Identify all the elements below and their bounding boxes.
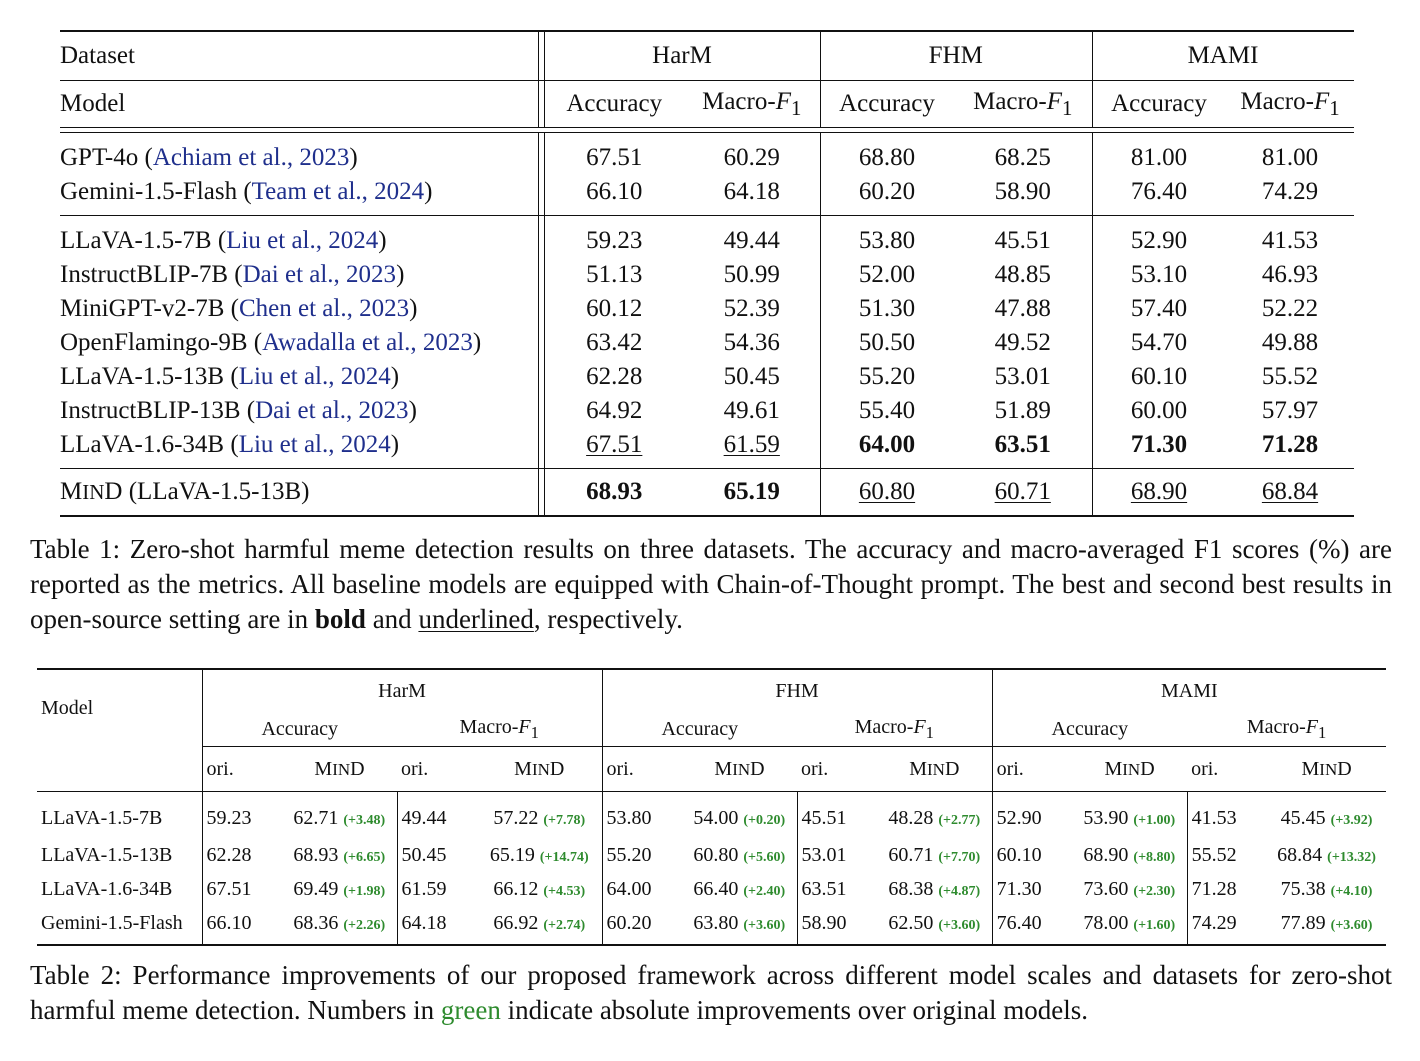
metric-accuracy: Accuracy [820,81,954,128]
metric-macro-f1: Macro-$F_1$ [954,81,1092,128]
model-name: MiniGPT-v2-7B (Chen et al., 2023) [60,295,418,322]
ori-value: 41.53 [1187,792,1267,839]
value-cell: 65.19 [684,469,820,517]
value-cell: 45.51 [954,216,1092,259]
value-cell: 55.40 [858,397,916,424]
col-mind: MIND [714,757,765,780]
table-row [60,428,1354,469]
dataset-harm: HarM [202,669,602,712]
value-cell: 61.59 [723,431,780,458]
mind-value: 62.50 (+3.60) [877,906,992,945]
value-cell: 54.70 [1130,329,1188,356]
ori-value: 60.20 [602,906,682,945]
value-cell: 60.80 [820,469,954,517]
citation-link[interactable]: Liu et al., 2024 [226,227,379,254]
value-cell: 55.52 [1261,363,1319,390]
value-cell: 57.40 [1130,295,1188,322]
mind-value: 68.36 (+2.26) [282,906,397,945]
ori-value: 66.10 [202,906,282,945]
value-cell: 64.00 [858,431,916,458]
value-cell: 68.90 [1092,469,1226,517]
mind-value: 66.92 (+2.74) [477,906,602,945]
model-name: LLaVA-1.5-13B [41,843,173,866]
value-cell: 68.84 [1226,469,1354,517]
ori-value: 71.28 [1187,872,1267,906]
dataset-fhm: FHM [820,31,1092,81]
value-cell: 41.53 [1226,216,1354,259]
model-name: Gemini-1.5-Flash [37,906,202,945]
metric-macro-f1: Macro-$F_1$ [684,81,820,128]
citation-link[interactable]: Achiam et al., 2023 [152,144,350,171]
table1-mind-row-group [60,469,1354,517]
ori-value: 55.20 [602,838,682,872]
value-cell: 51.30 [858,295,916,322]
value-cell: 62.28 [586,363,643,390]
table-row [60,292,1354,326]
citation-link[interactable]: Liu et al., 2024 [238,431,391,458]
table-row [37,906,1386,945]
model-label: Model [60,81,538,128]
value-cell: 50.45 [723,363,780,390]
table2-caption: Table 2: Performance improvements of our proposed framework across different model scales and datasets for zero-shot harmful meme detection. Numbers in green indicate absolute improvements over original models. [30,960,1392,1025]
improvement-badge: (+3.60) [1330,917,1373,933]
model-name: LLaVA-1.6-34B [41,877,173,900]
model-name: OpenFlamingo-9B (Awadalla et al., 2023) [60,329,482,356]
metric-macro-f1: Macro-$F_1$ [397,712,602,747]
table-row [60,258,1354,292]
results-table-1 [60,30,1354,517]
value-cell: 63.42 [586,329,643,356]
table1-open-source-rows [60,216,1354,469]
results-table-2 [37,668,1386,946]
improvement-badge: (+2.30) [1133,883,1176,899]
improvement-badge: (+4.53) [543,883,586,899]
table-row [37,838,1386,872]
metric-accuracy: Accuracy [544,81,684,128]
mind-value: 48.28 (+2.77) [877,792,992,839]
ori-value: 53.01 [797,838,877,872]
metric-accuracy: Accuracy [602,712,797,747]
col-ori: ori. [1191,757,1219,780]
table2-metric-header-row [37,712,1386,747]
mind-value: 60.71 (+7.70) [888,843,981,866]
col-mind: MIND [1301,757,1352,780]
value-cell: 53.10 [1130,261,1188,288]
citation-link[interactable]: Team et al., 2024 [251,178,425,205]
improvement-badge: (+14.74) [539,849,589,865]
value-cell: 67.51 [586,144,643,171]
value-cell: 59.23 [544,216,684,259]
value-cell: 76.40 [1130,178,1188,205]
table1-metric-header-row [60,81,1354,128]
mind-value: 68.38 (+4.87) [888,877,981,900]
value-cell: 60.20 [858,178,916,205]
model-name: InstructBLIP-13B (Dai et al., 2023) [60,397,417,424]
value-cell: 64.92 [586,397,643,424]
improvement-badge: (+6.65) [343,849,386,865]
improvement-badge: (+13.32) [1327,849,1376,865]
table-row [60,394,1354,428]
ori-value: 71.30 [992,872,1072,906]
dataset-mami: MAMI [992,669,1386,712]
table1-dataset-header-row [60,31,1354,81]
col-ori: ori. [202,747,282,792]
metric-accuracy: Accuracy [1092,81,1226,128]
ori-value: 55.52 [1187,838,1267,872]
table1-closed-source-rows [60,133,1354,216]
mind-value: 66.40 (+2.40) [693,877,786,900]
table1-caption: Table 1: Zero-shot harmful meme detection results on three datasets. The accuracy and macro-averaged F1 scores (%) are reported as the metrics. All baseline models are equipped with Chain-of-Thought prompt. The best and second best results in open-source setting are in bold and underlined, respectively. [30,534,1392,634]
mind-value: 68.93 (+6.65) [293,843,386,866]
improvement-badge: (+1.98) [343,883,386,899]
ori-value: 58.90 [797,906,877,945]
dataset-harm: HarM [544,31,820,81]
value-cell: 55.20 [858,363,916,390]
ori-value: 67.51 [202,872,282,906]
value-cell: 68.80 [858,144,916,171]
ori-value: 62.28 [202,838,282,872]
metric-macro-f1: Macro-$F_1$ [797,712,992,747]
improvement-badge: (+3.60) [938,917,981,933]
ori-value: 50.45 [397,838,477,872]
value-cell: 52.00 [858,261,916,288]
metric-macro-f1: Macro-$F_1$ [1226,81,1354,128]
mind-value: 65.19 (+14.74) [489,843,589,866]
model-label: Model [37,669,202,747]
table2-ori-mind-header-row [37,747,1386,792]
model-name: Gemini-1.5-Flash (Team et al., 2024) [60,178,433,205]
improvement-badge: (+8.80) [1133,849,1176,865]
mind-value: 69.49 (+1.98) [293,877,386,900]
table2-dataset-header-row [37,669,1386,712]
mind-value: 77.89 (+3.60) [1267,906,1386,945]
col-mind: MIND [909,757,960,780]
value-cell: 60.71 [954,469,1092,517]
mind-value: 53.90 (+1.00) [1072,792,1187,839]
table-row [60,216,1354,259]
ori-value: 74.29 [1187,906,1267,945]
model-name: LLaVA-1.5-7B [37,792,202,839]
ori-value: 49.44 [397,792,477,839]
mind-value: 60.80 (+5.60) [693,843,786,866]
ori-value: 45.51 [797,792,877,839]
improvement-badge: (+3.60) [743,917,786,933]
ori-value: 76.40 [992,906,1072,945]
value-cell: 60.29 [723,144,780,171]
table2-rows [37,792,1386,946]
improvement-badge: (+7.78) [543,812,586,828]
value-cell: 49.44 [684,216,820,259]
col-ori: ori. [992,747,1072,792]
ori-value: 60.10 [992,838,1072,872]
value-cell: 52.22 [1261,295,1319,322]
mind-value: 57.22 (+7.78) [477,792,602,839]
col-mind: MIND [514,757,565,780]
value-cell: 53.01 [994,363,1051,390]
value-cell: 66.10 [586,178,643,205]
table-row [37,872,1386,906]
citation-link[interactable]: Liu et al., 2024 [238,363,391,390]
model-name: LLaVA-1.5-7B (Liu et al., 2024) [60,216,538,259]
value-cell: 64.18 [723,178,780,205]
value-cell: 60.00 [1130,397,1188,424]
value-cell: 51.89 [994,397,1051,424]
value-cell: 60.10 [1130,363,1188,390]
value-cell: 50.99 [723,261,780,288]
dataset-fhm: FHM [602,669,992,712]
value-cell: 53.80 [820,216,954,259]
ori-value: 64.00 [602,872,682,906]
table-row [60,360,1354,394]
value-cell: 52.90 [1092,216,1226,259]
value-cell: 50.50 [858,329,916,356]
metric-accuracy: Accuracy [202,712,397,747]
dataset-mami: MAMI [1092,31,1354,81]
mind-value: 62.71 (+3.48) [282,792,397,839]
mind-value: 66.12 (+4.53) [493,877,586,900]
model-name-mind: MIND (LLaVA-1.5-13B) [60,469,538,517]
col-ori: ori. [801,757,829,780]
table-row [60,326,1354,360]
table-row [37,792,1386,839]
mind-value: 54.00 (+0.20) [682,792,797,839]
model-name: GPT-4o (Achiam et al., 2023) [60,144,358,171]
value-cell: 71.30 [1130,431,1188,458]
table-row [60,469,1354,517]
improvement-badge: (+7.70) [938,849,981,865]
improvement-badge: (+4.10) [1330,883,1373,899]
metric-accuracy: Accuracy [992,712,1187,747]
improvement-badge: (+2.26) [343,917,386,933]
improvement-badge: (+1.00) [1133,812,1176,828]
mind-value: 68.90 (+8.80) [1083,843,1176,866]
value-cell: 71.28 [1261,431,1319,458]
citation-link[interactable]: Awadalla et al., 2023 [262,329,473,356]
value-cell: 46.93 [1261,261,1319,288]
value-cell: 51.13 [586,261,643,288]
dataset-label: Dataset [60,31,538,81]
mind-value: 68.84 (+13.32) [1277,843,1376,866]
value-cell: 49.88 [1261,329,1319,356]
citation-link[interactable]: Chen et al., 2023 [238,295,410,322]
improvement-badge: (+4.87) [938,883,981,899]
mind-value: 45.45 (+3.92) [1267,792,1386,839]
improvement-badge: (+1.60) [1133,917,1176,933]
value-cell: 57.97 [1261,397,1319,424]
table-row [60,175,1354,216]
ori-value: 59.23 [202,792,282,839]
col-ori: ori. [401,757,429,780]
ori-value: 53.80 [602,792,682,839]
mind-value: 78.00 (+1.60) [1072,906,1187,945]
model-name: LLaVA-1.5-13B (Liu et al., 2024) [60,363,400,390]
table-row [60,133,1354,176]
metric-macro-f1: Macro-$F_1$ [1187,712,1386,747]
value-cell: 63.51 [994,431,1051,458]
value-cell: 67.51 [586,431,643,458]
value-cell: 60.12 [586,295,643,322]
improvement-badge: (+3.92) [1330,812,1373,828]
col-ori: ori. [602,747,682,792]
value-cell: 81.00 [1130,144,1188,171]
improvement-badge: (+5.60) [743,849,786,865]
mind-value: 73.60 (+2.30) [1083,877,1176,900]
ori-value: 61.59 [397,872,477,906]
value-cell: 49.61 [723,397,780,424]
ori-value: 64.18 [397,906,477,945]
ori-value: 52.90 [992,792,1072,839]
ori-value: 63.51 [797,872,877,906]
value-cell: 58.90 [994,178,1051,205]
improvement-badge: (+2.40) [743,883,786,899]
value-cell: 74.29 [1261,178,1319,205]
value-cell: 47.88 [994,295,1051,322]
citation-link[interactable]: Dai et al., 2023 [255,397,409,424]
value-cell: 48.85 [994,261,1051,288]
improvement-badge: (+2.74) [543,917,586,933]
col-mind: MIND [314,757,365,780]
value-cell: 68.93 [544,469,684,517]
improvement-badge: (+2.77) [938,812,981,828]
value-cell: 81.00 [1261,144,1319,171]
value-cell: 54.36 [723,329,780,356]
value-cell: 52.39 [723,295,780,322]
value-cell: 49.52 [994,329,1051,356]
mind-value: 63.80 (+3.60) [682,906,797,945]
mind-value: 75.38 (+4.10) [1280,877,1373,900]
value-cell: 68.25 [994,144,1051,171]
improvement-badge: (+0.20) [743,812,786,828]
improvement-badge: (+3.48) [343,812,386,828]
col-mind: MIND [1104,757,1155,780]
model-name: InstructBLIP-7B (Dai et al., 2023) [60,261,405,288]
model-name: LLaVA-1.6-34B (Liu et al., 2024) [60,431,400,458]
citation-link[interactable]: Dai et al., 2023 [242,261,397,288]
